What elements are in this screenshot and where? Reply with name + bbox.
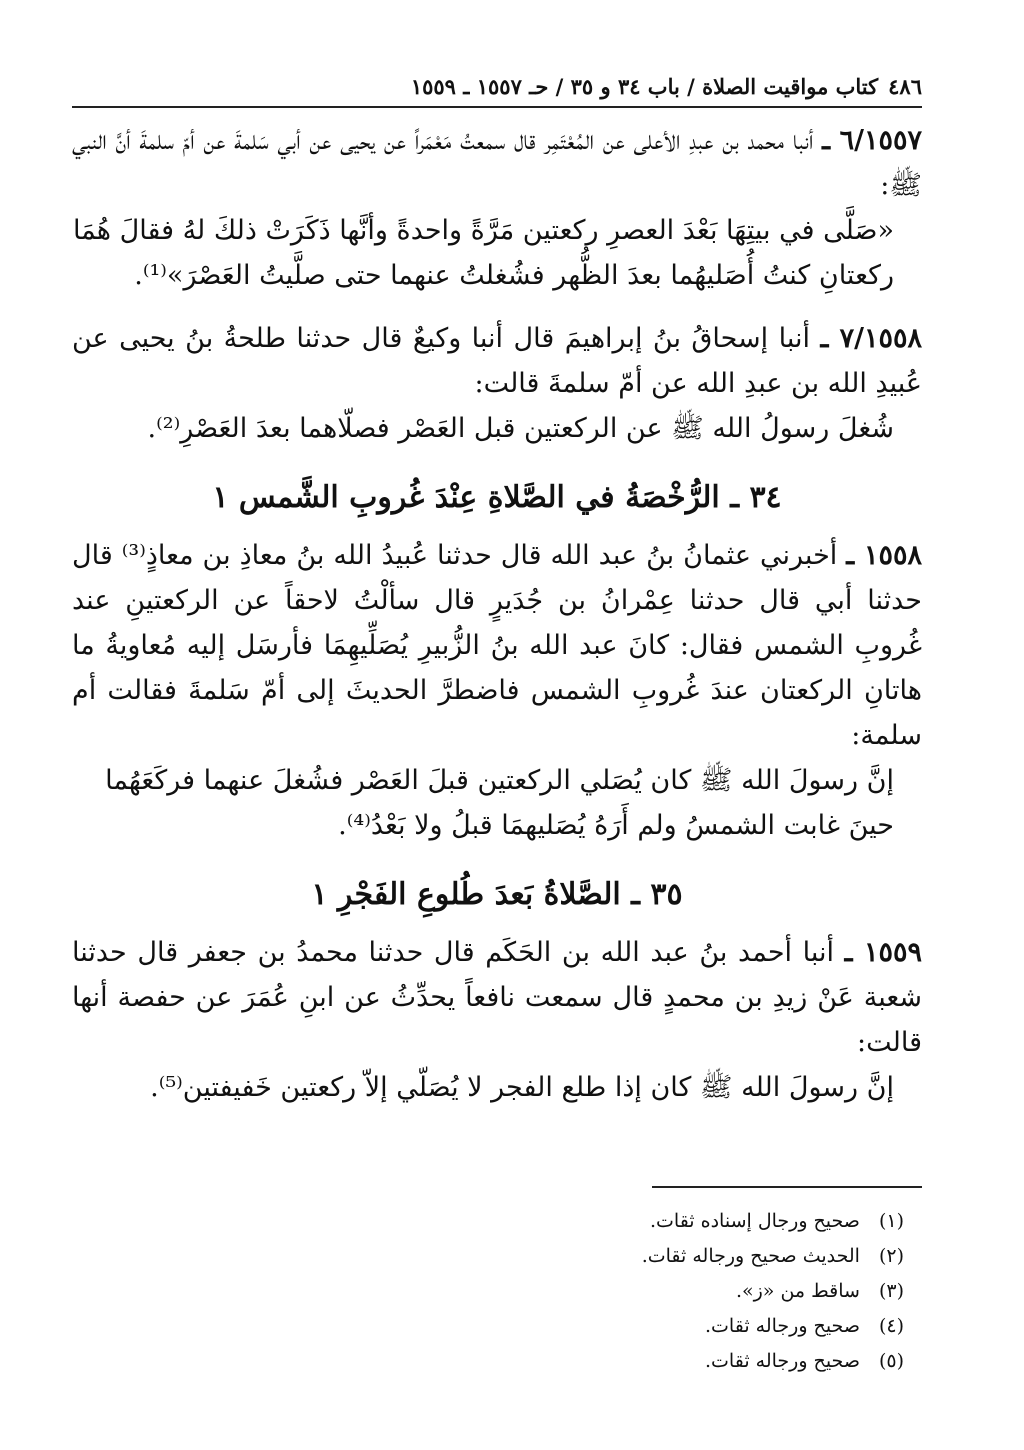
hadith-number: ٧/١٥٥٨ ـ — [820, 323, 922, 354]
chapter-heading-35: ٣٥ ـ الصَّلاةُ بَعدَ طُلوعِ الفَجْرِ ١ — [311, 877, 683, 912]
footnote-text: الحديث صحيح ورجاله ثقات. — [641, 1245, 860, 1267]
chapter-heading-34: ٣٤ ـ الرُّخْصَةُ في الصَّلاةِ عِنْدَ غُروبِ الشَّمس ١ — [212, 480, 782, 515]
hadith-1557-chain — [72, 118, 922, 208]
hadith-1559-chain — [72, 930, 922, 1065]
main-text — [72, 118, 922, 1110]
footnote-number: (٢) — [878, 1245, 904, 1267]
isnad-text: أخبرني عثمانُ بنُ عبد الله قال حدثنا عُبيدُ الله بنُ معاذِ بن معاذٍ⁽³⁾ قال حدثنا أبي قال حدثنا عِمْرانُ بن جُدَيرٍ قال سألْتُ لاحقاً عن الركعتينِ عند غُروبِ الشمس فقال: كانَ عبد الله بنُ الزُّبيرِ يُصَلِّيهِمَا فأرسَل إليه مُعاويةُ ما هاتانِ الركعتان عندَ غُروبِ الشمس فاضطرَّ الحديثَ إلى أمّ سَلمةَ فقالت أم سلمة: — [72, 540, 922, 751]
footnote-text: صحيح ورجاله ثقات. — [705, 1350, 860, 1372]
page-number: ٤٨٦ — [888, 73, 922, 99]
hadith-1557-text: «صَلَّى في بيتِهَا بَعْدَ العصرِ ركعتين مَرَّةً واحدةً وأنَّها ذَكَرَتْ ذلكَ لهُ فقالَ هُمَا ركعتانِ كنتُ أُصَليهُما بعدَ الظُّهر فشُغلتُ عنهما حتى صلَّيتُ العَصْرَ»⁽¹⁾. — [72, 215, 894, 291]
footnote — [404, 1274, 904, 1309]
isnad-text: أنبا إسحاقُ بنُ إبراهيمَ قال أنبا وكيعٌ قال حدثنا طلحةُ بنُ يحيى عن عُبيدِ الله بن عبدِ الله عن أمّ سلمةَ قالت: — [72, 323, 922, 399]
footnote-number: (٣) — [878, 1280, 904, 1302]
running-head — [72, 66, 922, 108]
hadith-number: ١٥٥٩ ـ — [844, 937, 922, 968]
footnote — [404, 1239, 904, 1274]
hadith-number: ٦/١٥٥٧ ـ — [822, 125, 922, 156]
isnad-text: أنبا أحمد بنُ عبد الله بن الحَكَم قال حدثنا محمدُ بن جعفر قال حدثنا شعبة عَنْ زيدِ بن محمدٍ قال سمعت نافعاً يحدِّثُ عن ابنِ عُمَرَ عن حفصة أنها قالت: — [72, 937, 922, 1058]
running-head-title: كتاب مواقيت الصلاة / باب ٣٤ و ٣٥ / حـ ١٥٥٧ ـ ١٥٥٩ — [410, 73, 879, 99]
hadith-number: ١٥٥٨ ـ — [846, 540, 922, 571]
footnote-separator — [652, 1186, 922, 1188]
footnote — [404, 1309, 904, 1344]
footnote-text: ساقط من «ز». — [735, 1280, 860, 1302]
hadith-1559-text: إنَّ رسولَ الله ﷺ كان إذا طلع الفجر لا يُصَلّي إلاّ ركعتين خَفيفتين⁽⁵⁾. — [150, 1072, 894, 1103]
hadith-1558b-chain — [72, 533, 922, 758]
hadith-1558a-text: شُغلَ رسولُ الله ﷺ عن الركعتين قبل العَصْر فصلّاهما بعدَ العَصْرِ⁽²⁾. — [147, 413, 894, 444]
hadith-1558b-text: إنَّ رسولَ الله ﷺ كان يُصَلي الركعتين قبلَ العَصْر فشُغلَ عنهما فركَعَهُما حينَ غابت الشمسُ ولم أَرَهُ يُصَليهمَا قبلُ ولا بَعْدُ⁽⁴⁾. — [105, 765, 894, 841]
footnote-text: صحيح ورجاله ثقات. — [705, 1315, 860, 1337]
footnote — [404, 1344, 904, 1379]
footnote — [404, 1204, 904, 1239]
isnad-text: أنبا محمد بن عبدِ الأعلى عن المُعْتَمِر قال سمعتُ مَعْمَراً عن يحيى عن أبي سَلمةَ عن أمّ سلمةَ أنَّ النبي ﷺ: — [72, 125, 922, 201]
footnotes — [404, 1204, 904, 1379]
footnote-text: صحيح ورجال إسناده ثقات. — [649, 1210, 860, 1232]
footnote-number: (٤) — [878, 1315, 904, 1337]
hadith-1558a-chain — [72, 316, 922, 406]
footnote-number: (١) — [878, 1210, 904, 1232]
footnote-number: (٥) — [878, 1350, 904, 1372]
